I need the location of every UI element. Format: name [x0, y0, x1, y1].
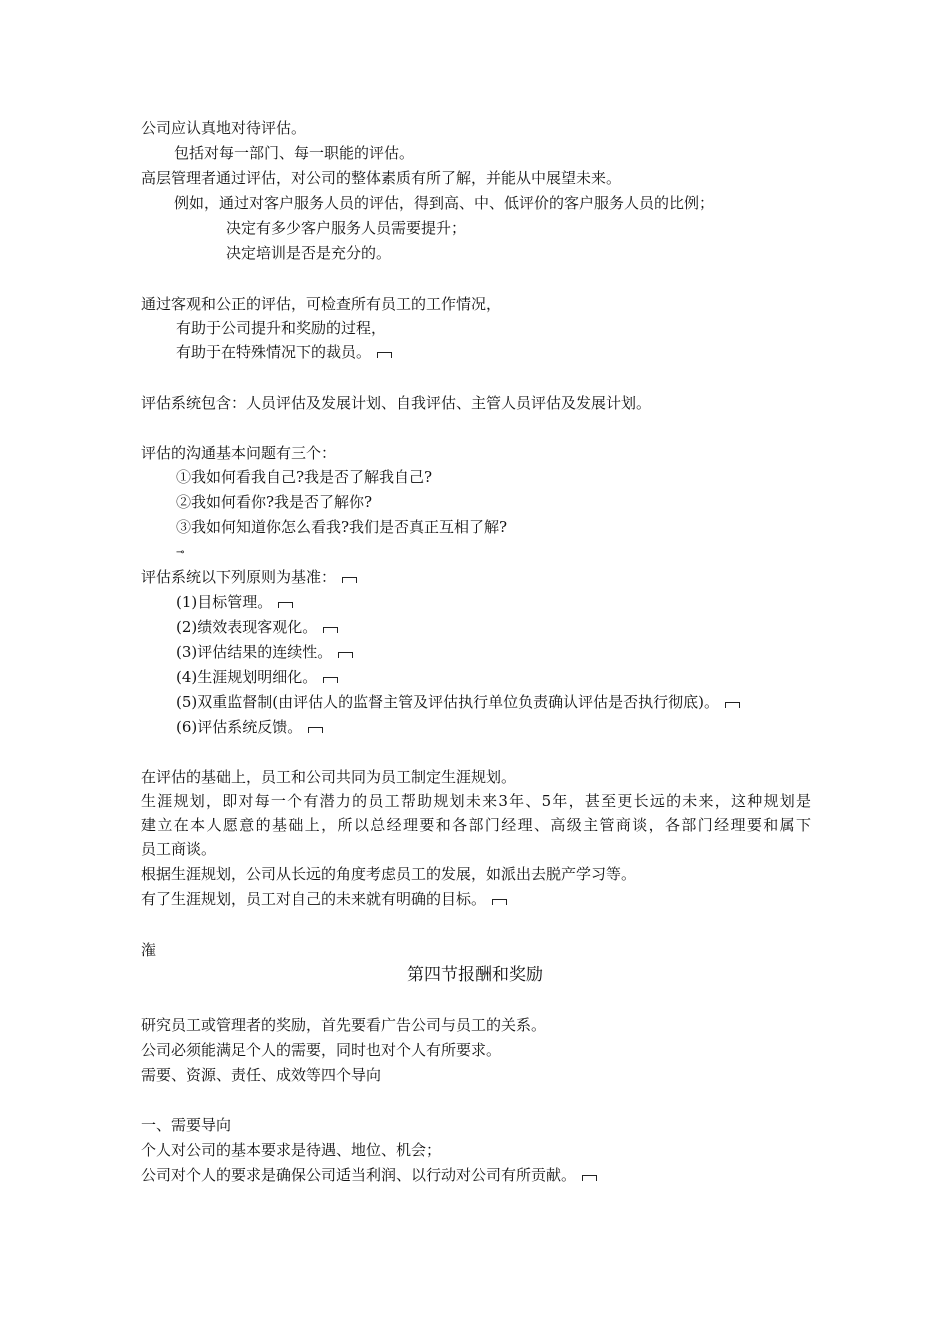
text-line: 建立在本人愿意的基础上，所以总经理要和各部门经理、高级主管商谈，各部门经理要和属下	[141, 816, 811, 834]
paragraph-mark-icon	[492, 899, 507, 905]
text-line: 包括对每一部门、每一职能的评估。	[174, 144, 415, 162]
subsection-heading: 一、需要导向	[141, 1116, 232, 1134]
text-line: 有助于公司提升和奖励的过程，	[176, 319, 387, 337]
section-title: 第四节报酬和奖励	[407, 965, 543, 985]
text-line: 潅	[141, 941, 157, 959]
text-line: 公司必须能满足个人的需要，同时也对个人有所要求。	[141, 1041, 502, 1059]
text-line: 有了生涯规划，员工对自己的未来就有明确的目标。	[141, 888, 507, 910]
text-line: ⊸	[176, 547, 185, 558]
paragraph-mark-icon	[323, 627, 338, 633]
paragraph-mark-icon	[338, 652, 353, 658]
paragraph-mark-icon	[725, 702, 740, 708]
list-item: (6)评估系统反馈。	[176, 716, 323, 738]
list-item: ①我如何看我自己?我是否了解我自己?	[176, 468, 433, 486]
text-line: 员工商谈。	[141, 840, 217, 858]
paragraph-mark-icon	[323, 677, 338, 683]
list-item: (5)双重监督制(由评估人的监督主管及评估执行单位负责确认评估是否执行彻底)。	[176, 691, 740, 713]
list-item: (1)目标管理。	[176, 591, 293, 613]
text-line: 生涯规划，即对每一个有潜力的员工帮助规划未来3年、5年，甚至更长远的未来，这种规划是	[141, 792, 811, 810]
text-line: 例如，通过对客户服务人员的评估，得到高、中、低评价的客户服务人员的比例；	[174, 194, 715, 212]
list-item: (2)绩效表现客观化。	[176, 616, 338, 638]
text-line: 评估系统以下列原则为基准：	[141, 566, 357, 588]
paragraph-mark-icon	[342, 577, 357, 583]
list-item: ③我如何知道你怎么看我?我们是否真正互相了解?	[176, 518, 508, 536]
text-line: 有助于在特殊情况下的裁员。	[176, 341, 392, 363]
text-line: 公司对个人的要求是确保公司适当利润、以行动对公司有所贡献。	[141, 1164, 597, 1186]
text-line: 研究员工或管理者的奖励，首先要看广告公司与员工的关系。	[141, 1016, 547, 1034]
text-line: 评估的沟通基本问题有三个：	[141, 444, 337, 462]
text-line: 公司应认真地对待评估。	[141, 119, 307, 137]
text-line: 评估系统包含：人员评估及发展计划、自我评估、主管人员评估及发展计划。	[141, 394, 652, 412]
list-item: (4)生涯规划明细化。	[176, 666, 338, 688]
paragraph-mark-icon	[308, 727, 323, 733]
text-line: 高层管理者通过评估，对公司的整体素质有所了解，并能从中展望未来。	[141, 169, 622, 187]
text-line: 通过客观和公正的评估，可检查所有员工的工作情况，	[141, 295, 502, 313]
paragraph-mark-icon	[582, 1175, 597, 1181]
text-line: 在评估的基础上，员工和公司共同为员工制定生涯规划。	[141, 768, 517, 786]
list-item: (3)评估结果的连续性。	[176, 641, 353, 663]
paragraph-mark-icon	[278, 602, 293, 608]
paragraph-mark-icon	[377, 352, 392, 358]
text-line: 决定有多少客户服务人员需要提升；	[226, 219, 467, 237]
text-line: 决定培训是否是充分的。	[226, 244, 392, 262]
text-line: 个人对公司的基本要求是待遇、地位、机会；	[141, 1141, 442, 1159]
text-line: 根据生涯规划，公司从长远的角度考虑员工的发展，如派出去脱产学习等。	[141, 865, 637, 883]
list-item: ②我如何看你?我是否了解你?	[176, 493, 373, 511]
text-line: 需要、资源、责任、成效等四个导向	[141, 1066, 382, 1084]
